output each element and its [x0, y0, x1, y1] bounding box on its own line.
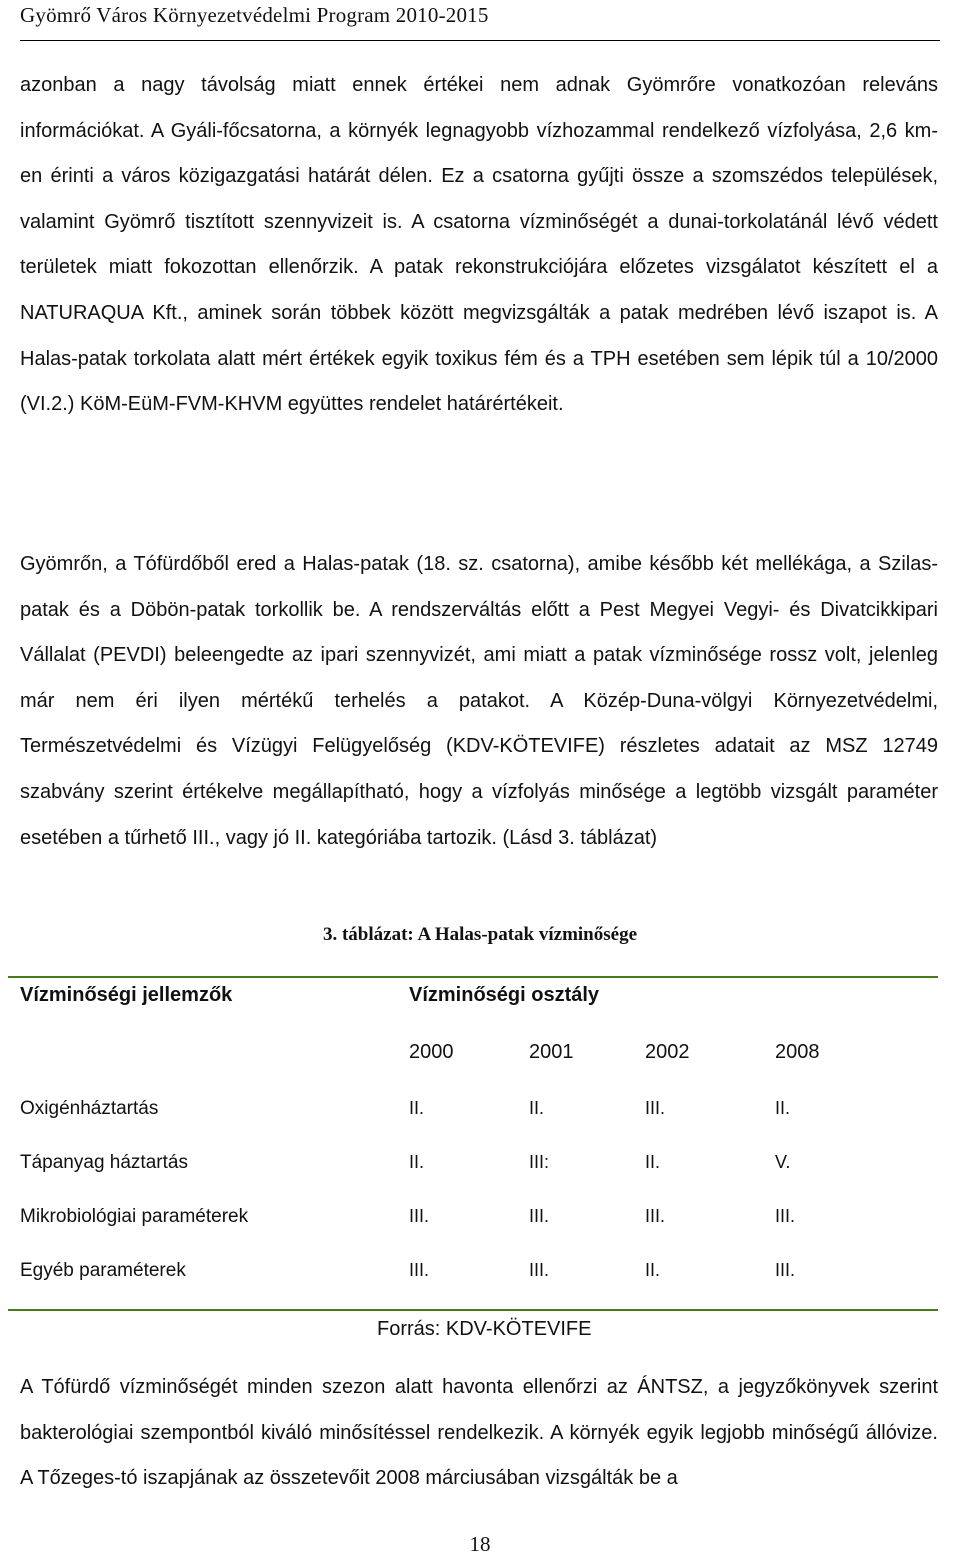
table-cell: III. — [775, 1260, 796, 1280]
paragraph-tofurdo: A Tófürdő vízminőségét minden szezon alatt havonta ellenőrzi az ÁNTSZ, a jegyzőkönyvek szerint bakterológiai szempontból kiváló minősítéssel rendelkezik. A környék egyik legjobb minőségű állóvize. A Tőzeges-tó iszapjának az összetevőit 2008 márciusában vizsgálták be a — [20, 1376, 938, 1490]
table-row-label: Tápanyag háztartás — [20, 1152, 188, 1173]
table-year-2002: 2002 — [645, 1041, 690, 1063]
table-cell: II. — [409, 1152, 425, 1172]
table-cell: V. — [775, 1152, 791, 1172]
table-row-label: Mikrobiológiai paraméterek — [20, 1206, 249, 1227]
table-cell: II. — [529, 1098, 545, 1118]
table-row-label: Oxigénháztartás — [20, 1098, 159, 1119]
table-cell: II. — [645, 1152, 661, 1172]
table-cell: III. — [529, 1260, 550, 1280]
page-number: 18 — [469, 1532, 491, 1556]
paragraph-gyali-focsatorna: azonban a nagy távolság miatt ennek értékei nem adnak Gyömrőre vonatkozóan releváns információkat. A Gyáli-főcsatorna, a környék legnagyobb vízhozammal rendelkező vízfolyása, 2,6 km-en érinti a város közigazgatási határát délen. Ez a csatorna gyűjti össze a szomszédos települések, valamint Gyömrő tisztított szennyvizeit is. A csatorna vízminőségét a dunai-torkolatánál lévő védett területek miatt fokozottan ellenőrzik. A patak rekonstrukciójára előzetes vizsgálatot készített el a NATURAQUA Kft., aminek során többek között megvizsgálták a patak medrében lévő iszapot is. A Halas-patak torkolata alatt mért értékek egyik toxikus fém és a TPH esetében sem lépik túl a 10/2000 (VI.2.) KöM-EüM-FVM-KHVM együttes rendelet határértékeit. — [20, 74, 938, 416]
table-cell: II. — [775, 1098, 791, 1118]
table-source: Forrás: KDV-KÖTEVIFE — [377, 1318, 592, 1340]
table-bottom-rule — [8, 1309, 938, 1311]
table-top-rule — [8, 976, 938, 978]
page-header — [20, 0, 940, 41]
table-cell: III: — [529, 1152, 550, 1172]
table-row-label: Egyéb paraméterek — [20, 1260, 186, 1281]
header-title: Gyömrő Város Környezetvédelmi Program 2010-2015 — [20, 3, 489, 27]
paragraph-halas-patak: Gyömrőn, a Tófürdőből ered a Halas-patak (18. sz. csatorna), amibe később két mellékága, a Szilas-patak és a Döbön-patak torkollik be. A rendszerváltás előtt a Pest Megyei Vegyi- és Divatcikkipari Vállalat (PEVDI) beleengedte az ipari szennyvizét, ami miatt a patak vízminősége rossz volt, jelenleg már nem éri ilyen mértékű terhelés a patakot. A Közép-Duna-völgyi Környezetvédelmi, Természetvédelmi és Vízügyi Felügyelőség (KDV-KÖTEVIFE) részletes adatait az MSZ 12749 szabvány szerint értékelve megállapítható, hogy a vízfolyás minősége a legtöbb vizsgált paraméter esetében a tűrhető III., vagy jó II. kategóriába tartozik. (Lásd 3. táblázat) — [20, 553, 938, 849]
table-cell: III. — [775, 1206, 796, 1226]
table-caption: 3. táblázat: A Halas-patak vízminősége — [322, 924, 638, 945]
table-cell: II. — [409, 1098, 425, 1118]
table-header-parameter: Vízminőségi jellemzők — [20, 984, 233, 1006]
table-cell: III. — [645, 1098, 666, 1118]
table-year-2000: 2000 — [409, 1041, 454, 1063]
table-cell: III. — [409, 1206, 430, 1226]
table-cell: II. — [645, 1260, 661, 1280]
table-cell: III. — [409, 1260, 430, 1280]
table-year-2001: 2001 — [529, 1041, 574, 1063]
table-cell: III. — [529, 1206, 550, 1226]
table-cell: III. — [645, 1206, 666, 1226]
table-header-class: Vízminőségi osztály — [409, 984, 600, 1006]
table-year-2008: 2008 — [775, 1041, 820, 1063]
